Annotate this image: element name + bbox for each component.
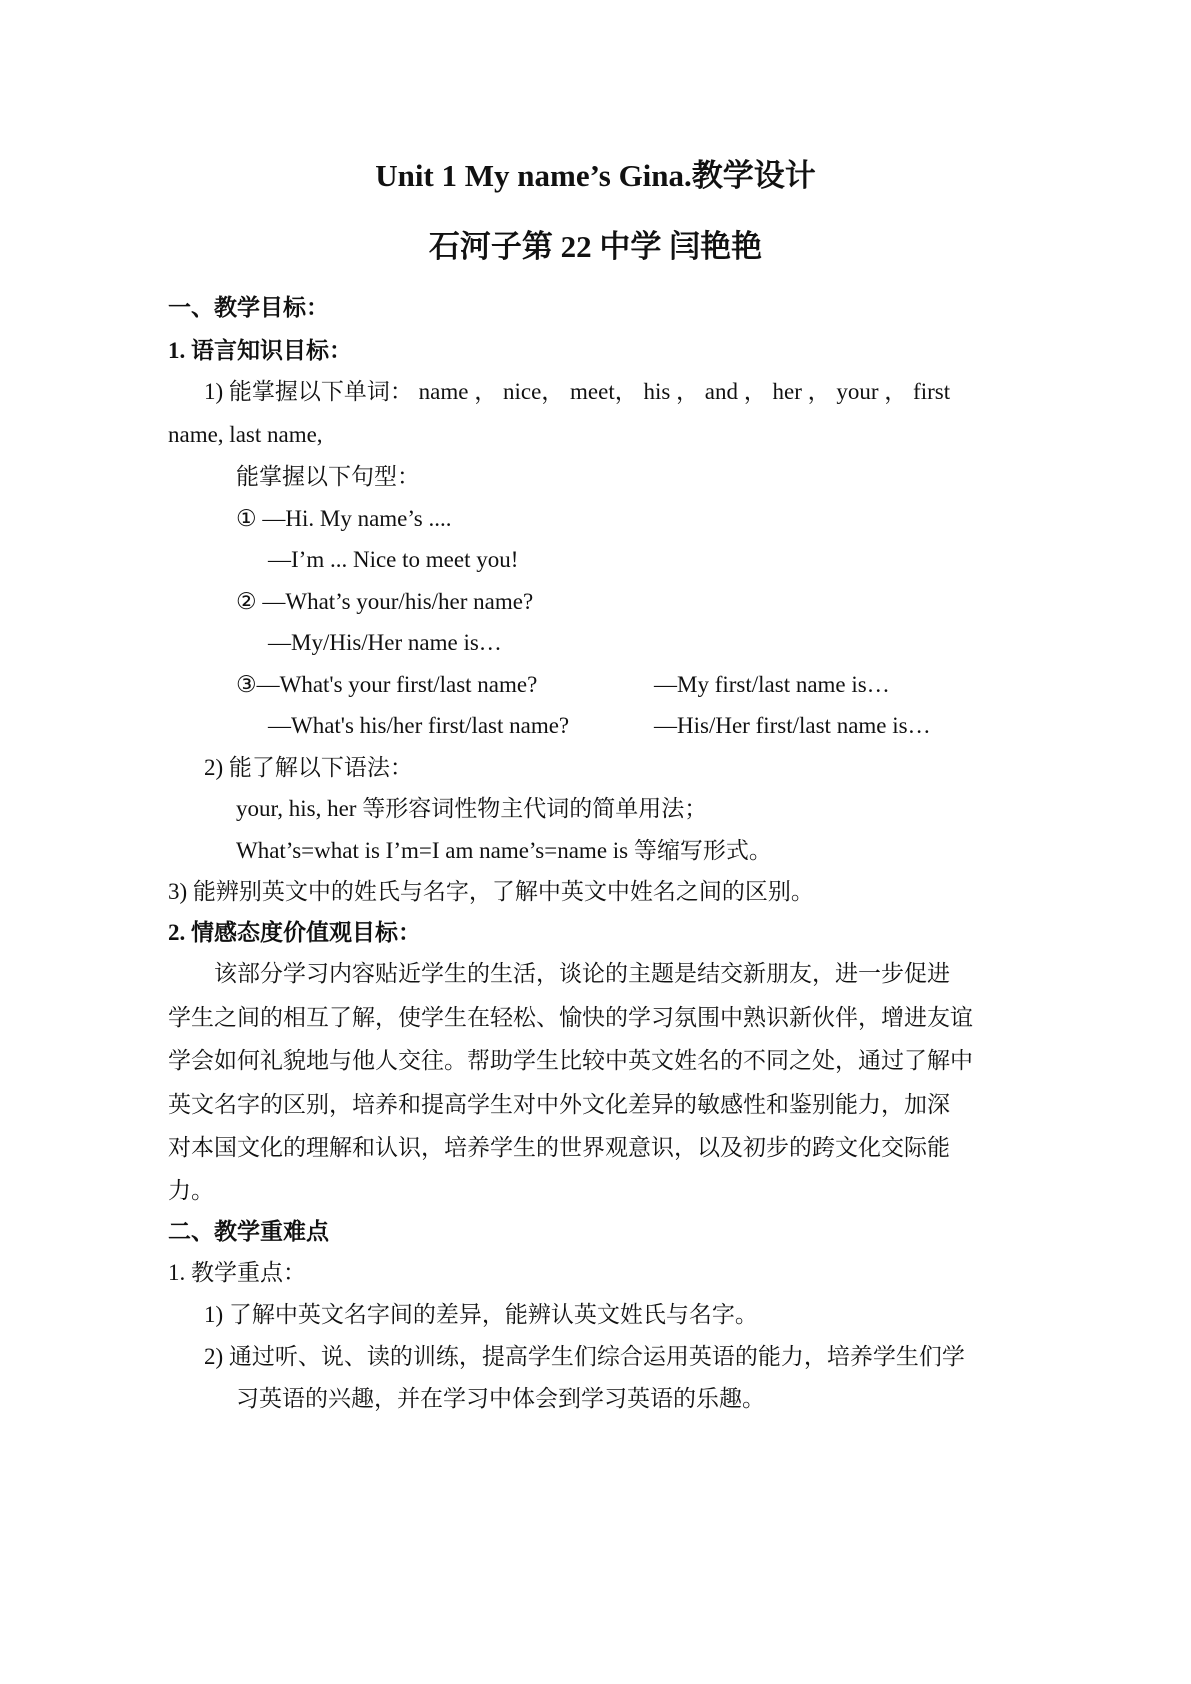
paragraph-line: 学会如何礼貌地与他人交往。帮助学生比较中英文姓名的不同之处，通过了解中 xyxy=(168,1048,973,1073)
pattern-1-question: ① —Hi. My name’s .... xyxy=(236,506,452,531)
grammar-heading: 2) 能了解以下语法： xyxy=(204,755,413,780)
paragraph-line: 该部分学习内容贴近学生的生活，谈论的主题是结交新朋友，进一步促进 xyxy=(214,961,950,986)
section-heading-teaching-goals: 一、教学目标： xyxy=(168,295,329,320)
sentence-patterns-heading: 能掌握以下句型： xyxy=(236,464,420,489)
key-point-1: 1) 了解中英文名字间的差异，能辨认英文姓氏与名字。 xyxy=(204,1302,758,1327)
pattern-3-answer-a: —My first/last name is… xyxy=(654,672,890,697)
pattern-1-answer: —I’m ... Nice to meet you! xyxy=(268,547,519,572)
author-line: 石河子第 22 中学 闫艳艳 xyxy=(428,229,763,264)
pattern-3-question-a: ③—What's your first/last name? xyxy=(236,672,538,697)
subheading-language-goals: 1. 语言知识目标： xyxy=(168,338,352,363)
pattern-3-answer-b: —His/Her first/last name is… xyxy=(654,713,931,738)
paragraph-line: 力。 xyxy=(168,1178,214,1203)
paragraph-line: 学生之间的相互了解，使学生在轻松、愉快的学习氛围中熟识新伙伴，增进友谊 xyxy=(168,1005,973,1030)
key-point-2-continued: 习英语的兴趣，并在学习中体会到学习英语的乐趣。 xyxy=(236,1386,765,1411)
document-title: Unit 1 My name’s Gina.教学设计 xyxy=(375,158,816,193)
pattern-3-question-b: —What's his/her first/last name? xyxy=(268,713,570,738)
grammar-line-pronouns: your, his, her 等形容词性物主代词的简单用法； xyxy=(236,796,708,821)
names-goal-line: 3) 能辨别英文中的姓氏与名字，了解中英文中姓名之间的区别。 xyxy=(168,879,814,904)
vocabulary-line-continued: name, last name, xyxy=(168,422,323,447)
section-heading-key-points: 二、教学重难点 xyxy=(168,1219,329,1244)
grammar-line-contractions: What’s=what is I’m=I am name’s=name is 等缩写形式。 xyxy=(236,838,772,863)
subheading-key-points: 1. 教学重点： xyxy=(168,1260,306,1285)
key-point-2: 2) 通过听、说、读的训练，提高学生们综合运用英语的能力，培养学生们学 xyxy=(204,1344,965,1369)
paragraph-line: 英文名字的区别，培养和提高学生对中外文化差异的敏感性和鉴别能力，加深 xyxy=(168,1092,950,1117)
vocabulary-line: 1) 能掌握以下单词： name ， nice， meet， his ， and ， her ， your ， first xyxy=(204,379,951,404)
pattern-2-question: ② —What’s your/his/her name? xyxy=(236,589,534,614)
subheading-emotion-goals: 2. 情感态度价值观目标： xyxy=(168,920,421,945)
pattern-2-answer: —My/His/Her name is… xyxy=(268,630,502,655)
paragraph-line: 对本国文化的理解和认识，培养学生的世界观意识，以及初步的跨文化交际能 xyxy=(168,1135,950,1160)
